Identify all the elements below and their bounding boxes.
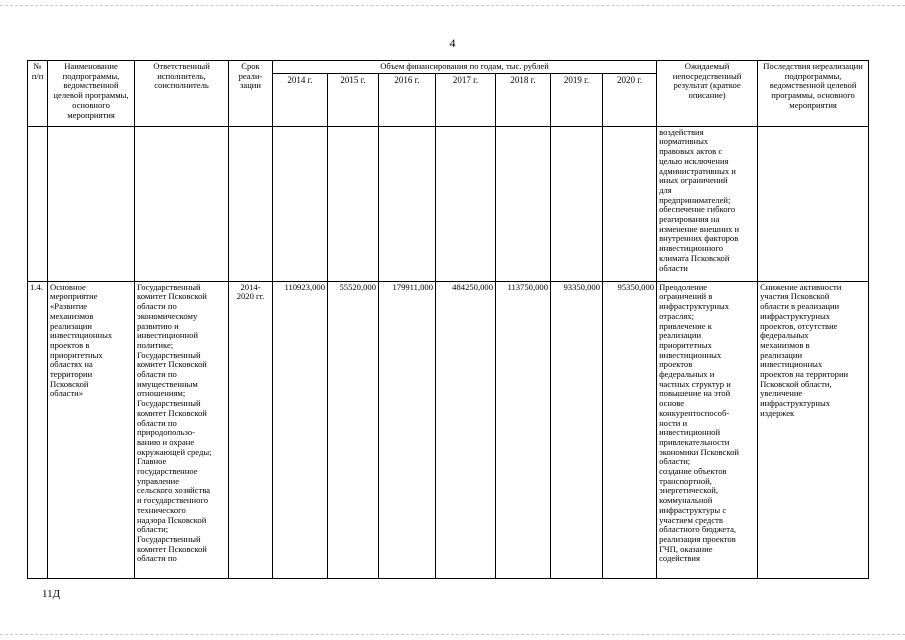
cell-amount: 179911,000 xyxy=(379,281,436,578)
header-year: 2014 г. xyxy=(273,73,328,126)
cell-executor xyxy=(135,126,229,281)
cell-term: 2014- 2020 гг. xyxy=(229,281,273,578)
cell-amount: 55520,000 xyxy=(328,281,379,578)
cell-consequences xyxy=(758,126,869,281)
cell-amount xyxy=(551,126,603,281)
cell-amount: 93350,000 xyxy=(551,281,603,578)
cell-amount xyxy=(496,126,551,281)
cell-amount xyxy=(603,126,657,281)
header-executor: Ответственный исполнитель, соисполнитель xyxy=(135,61,229,127)
header-year: 2015 г. xyxy=(328,73,379,126)
header-funding: Объем финансирования по годам, тыс. рублей xyxy=(273,61,657,74)
top-scan-edge xyxy=(0,5,905,6)
cell-amount xyxy=(328,126,379,281)
header-name: Наименование подпрограммы, ведомственной целевой программы, основного мероприятия xyxy=(48,61,135,127)
cell-result: воздействия нормативных правовых актов с целью исключения административных и иных ограничений для предпринимателей; обеспечение гибкого реагирования на изменение внешних и внутренних факторов инвестиционного климата Псковской области xyxy=(657,126,758,281)
header-num: № п/п xyxy=(28,61,48,127)
cell-amount xyxy=(379,126,436,281)
cell-consequences: Снижение активности участия Псковской области в реализации инфраструктурных проектов, отсутствие федеральных механизмов в реализации инвестиционных проектов на территории Псковской области, увеличение инфраструктурных издержек xyxy=(758,281,869,578)
funding-table xyxy=(27,60,869,579)
cell-num: 1.4. xyxy=(28,281,48,578)
cell-amount: 95350,000 xyxy=(603,281,657,578)
cell-executor: Государственный комитет Псковской области по экономическому развитию и инвестиционной политике; Государственный комитет Псковской области по имущественным отношениям; Государственный комитет Псковской области по природопользо- ванию и охране окружающей среды; Главное государственное управление сельского хозяйства и государственного технического надзора Псковской области; Государственный комитет Псковской области по xyxy=(135,281,229,578)
cell-term xyxy=(229,126,273,281)
cell-amount: 113750,000 xyxy=(496,281,551,578)
table-row xyxy=(28,281,869,578)
cell-result: Преодоление ограничений в инфраструктурных отраслях; привлечение к реализации приоритетных инвестиционных проектов федеральных и частных структур и повышение на этой основе конкурентоспособ- ности и инвестиционной привлекательности экономики Псковской области; создание объектов транспортной, энергетической, коммунальной инфраструктуры с участием средств областного бюджета, реализация проектов ГЧП, оказание содействия xyxy=(657,281,758,578)
cell-name: Основное мероприятие «Развитие механизмов реализации инвестиционных проектов в приоритетных областях на территории Псковской области» xyxy=(48,281,135,578)
header-year: 2020 г. xyxy=(603,73,657,126)
header-consequences: Последствия нереализации подпрограммы, ведомственной целевой программы, основного мероприятия xyxy=(758,61,869,127)
header-term: Срок реали-зации xyxy=(229,61,273,127)
header-year: 2016 г. xyxy=(379,73,436,126)
header-year: 2017 г. xyxy=(436,73,496,126)
bottom-scan-edge xyxy=(0,634,905,635)
cell-amount xyxy=(436,126,496,281)
table-row xyxy=(28,126,869,281)
header-result: Ожидаемый непосредственный результат (краткое описание) xyxy=(657,61,758,127)
cell-amount: 110923,000 xyxy=(273,281,328,578)
cell-amount xyxy=(273,126,328,281)
header-year: 2018 г. xyxy=(496,73,551,126)
cell-num xyxy=(28,126,48,281)
header-year: 2019 г. xyxy=(551,73,603,126)
cell-amount: 484250,000 xyxy=(436,281,496,578)
footer-code: 11Д xyxy=(42,588,61,600)
page-number: 4 xyxy=(449,36,456,50)
cell-name xyxy=(48,126,135,281)
